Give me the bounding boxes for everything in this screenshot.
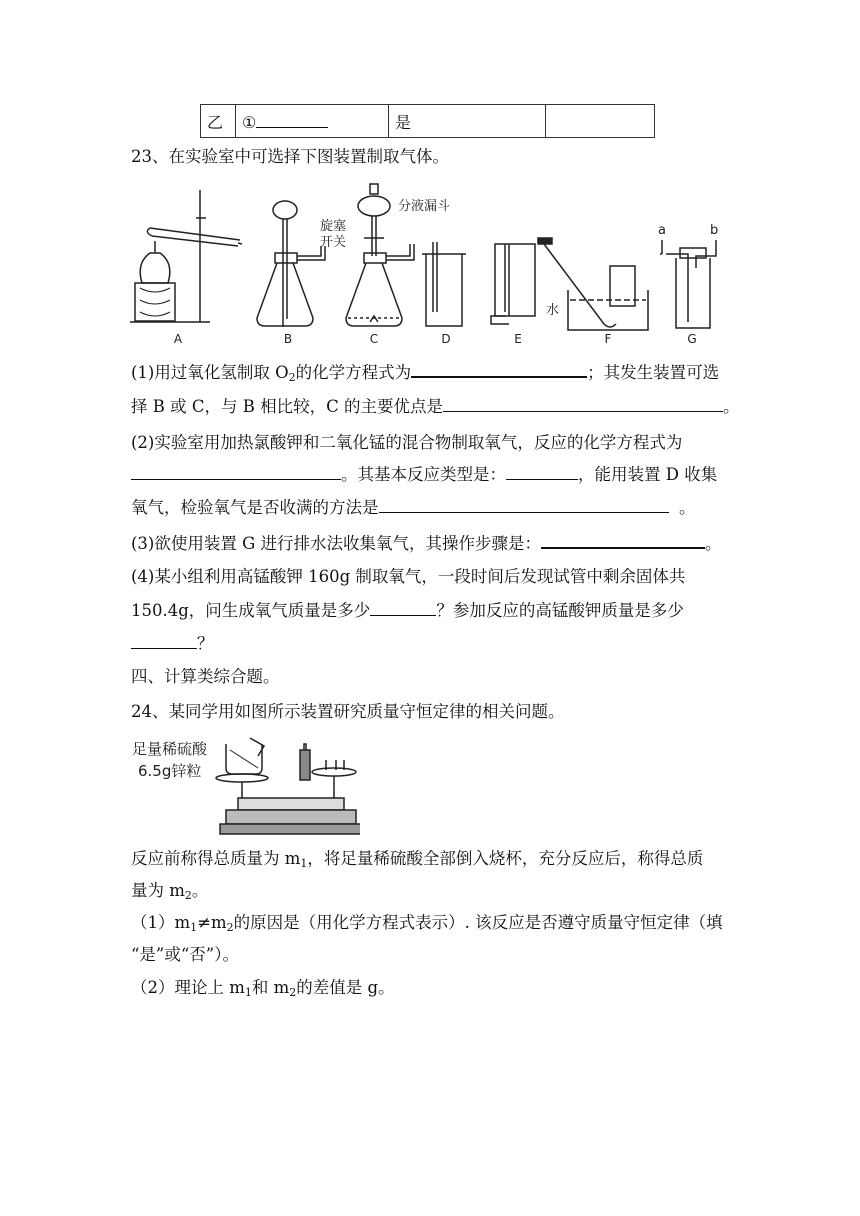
port-a-label: a bbox=[658, 223, 666, 238]
q24-part1-line1: $(1)m_1\ne m_2$的原因是（用化学方程式表示）. 该反应是否遵守质量守恒定律（填 bbox=[131, 913, 723, 934]
q24-line1: 反应前称得总质量为 $m_1$，将足量稀硫酸全部倒入烧杯，充分反应后，称得总质 bbox=[131, 849, 704, 870]
apparatus-a bbox=[130, 190, 242, 322]
port-b-label: b bbox=[710, 223, 719, 238]
table-row bbox=[201, 105, 655, 138]
answer-blank[interactable] bbox=[131, 463, 341, 480]
q23-part4-line2: 150.4g，问生成氧气质量是多少 ？参加反应的高锰酸钾质量是多少 bbox=[131, 601, 684, 620]
q23-part2-line2: 。其基本反应类型是： ，能用装置 D 收集 bbox=[131, 463, 717, 487]
answer-blank[interactable] bbox=[379, 496, 669, 513]
acid-label: 足量稀硫酸 bbox=[132, 740, 208, 758]
label-g: G bbox=[687, 332, 697, 346]
label-c: C bbox=[369, 332, 379, 346]
q24-line2: 量为 $m_2$。 bbox=[131, 881, 209, 902]
label-b: B bbox=[283, 332, 293, 346]
water-label: 水 bbox=[546, 303, 560, 318]
answer-blank[interactable] bbox=[256, 111, 328, 128]
answer-blank[interactable] bbox=[541, 531, 705, 549]
table-cell: 乙 bbox=[201, 105, 236, 138]
apparatus-e bbox=[491, 244, 535, 324]
q24-part2: （2）理论上 $m_1$和 $m_2$的差值是 g。 bbox=[131, 978, 395, 999]
table-cell: 是 bbox=[389, 105, 546, 138]
q23-part2-line1: (2)实验室用加热氯酸钾和二氧化锰的混合物制取氧气，反应的化学方程式为 bbox=[131, 433, 683, 452]
q23-part1-line2: 择 B 或 C，与 B 相比较，C 的主要优点是 。 bbox=[131, 397, 740, 416]
apparatus-figure bbox=[130, 178, 730, 350]
answer-blank[interactable] bbox=[131, 632, 197, 649]
label-a: A bbox=[173, 332, 183, 346]
valve-label-1: 旋塞 bbox=[320, 219, 347, 234]
answer-blank[interactable] bbox=[506, 463, 578, 480]
answer-blank[interactable] bbox=[370, 599, 436, 616]
label-d: D bbox=[441, 332, 451, 346]
answer-blank[interactable] bbox=[443, 395, 723, 412]
label-e: E bbox=[514, 332, 522, 346]
q24-part1-line2: “是”或“否”）。 bbox=[131, 945, 239, 964]
label-f: F bbox=[604, 332, 612, 346]
zinc-label: 6.5g锌粒 bbox=[138, 762, 202, 780]
q23-part2-line3: 氧气，检验氧气是否收满的方法是 。 bbox=[131, 498, 696, 517]
q23-part1-line1: (1)用过氧化氢制取 $O_2$的化学方程式为 ；其发生装置可选 bbox=[131, 360, 719, 390]
table-cell bbox=[236, 105, 389, 138]
question-23-title: 23、在实验室中可选择下图装置制取气体。 bbox=[131, 147, 449, 166]
balance-figure bbox=[130, 730, 360, 838]
apparatus-d bbox=[422, 242, 466, 326]
q23-part4-line3: ？ bbox=[131, 632, 214, 656]
answer-table-fragment bbox=[200, 104, 655, 138]
circle-number: ① bbox=[242, 112, 257, 132]
q23-part4-line1: (4)某小组利用高锰酸钾 160g 制取氧气，一段时间后发现试管中剩余固体共 bbox=[131, 567, 686, 586]
question-24-title: 24、某同学用如图所示装置研究质量守恒定律的相关问题。 bbox=[131, 702, 565, 721]
sep-funnel-label: 分液漏斗 bbox=[398, 199, 451, 214]
q23-part3: (3)欲使用装置 G 进行排水法收集氧气，其操作步骤是： 。 bbox=[131, 531, 722, 556]
apparatus-g bbox=[660, 240, 716, 328]
table-cell bbox=[546, 105, 655, 138]
section-4-heading: 四、计算类综合题。 bbox=[131, 667, 280, 686]
answer-blank[interactable] bbox=[411, 360, 587, 378]
apparatus-b bbox=[257, 201, 325, 327]
valve-label-2: 开关 bbox=[320, 235, 347, 250]
